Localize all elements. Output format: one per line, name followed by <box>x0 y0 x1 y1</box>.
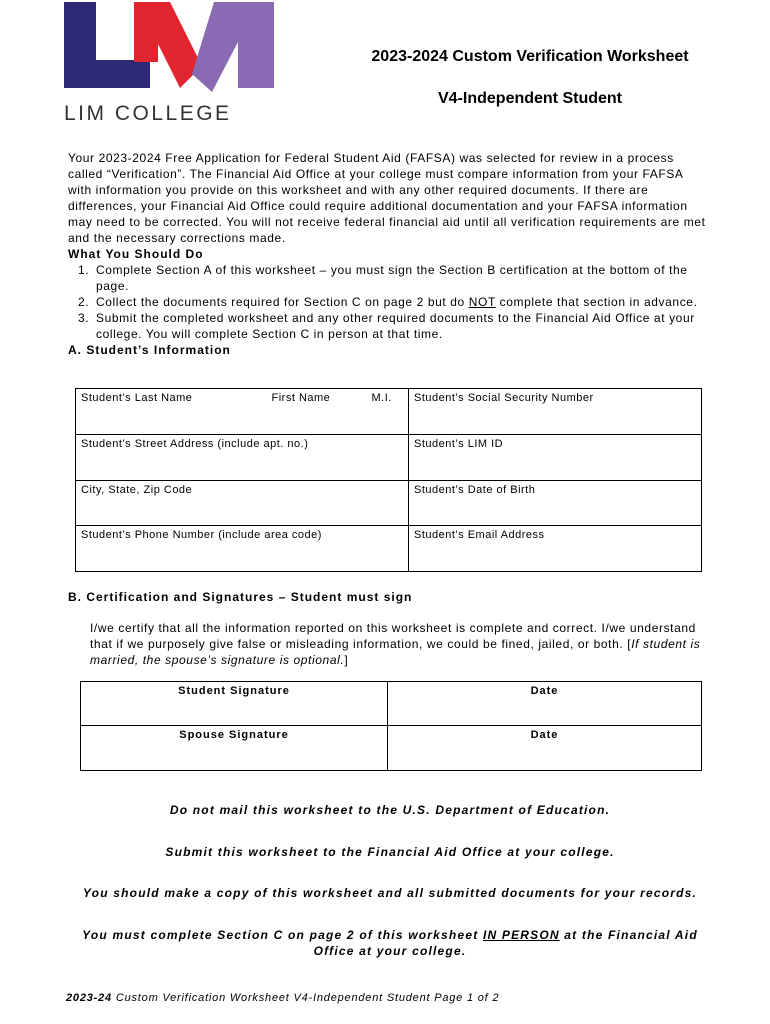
ssn-cell[interactable] <box>409 389 702 435</box>
page-footer <box>66 992 499 1004</box>
step-text: Collect the documents required for Section C on page 2 but do <box>96 295 469 309</box>
step-number: 1. <box>78 263 90 277</box>
city-cell[interactable] <box>76 481 409 526</box>
spouse-signature-field[interactable] <box>81 726 388 771</box>
dob-label: Student’s Date of Birth <box>414 484 536 496</box>
step-item <box>68 294 708 310</box>
phone-label: Student’s Phone Number (include area code) <box>81 529 322 541</box>
certification-text <box>90 620 710 668</box>
first-name-label: First Name <box>271 392 331 404</box>
lim-college-logo <box>62 2 274 122</box>
what-to-do-heading: What You Should Do <box>68 247 204 261</box>
notice-in-person <box>60 927 720 959</box>
student-signature-label: Student Signature <box>178 685 290 697</box>
cert-italic-note: If student is married, the spouse’s signature is optional. <box>90 637 701 667</box>
step-text: Complete Section A of this worksheet – you must sign the Section B certification at the bottom of the page. <box>96 263 688 293</box>
steps-list <box>68 262 708 342</box>
notice-emphasis: IN PERSON <box>482 928 560 942</box>
step-number: 3. <box>78 311 90 325</box>
date-label: Date <box>530 729 559 741</box>
section-b-heading: B. Certification and Signatures – Student must sign <box>68 590 413 604</box>
lim-id-cell[interactable] <box>409 435 702 481</box>
signature-table <box>80 681 702 771</box>
page-subtitle: V4-Independent Student <box>438 90 622 107</box>
cert-text: I/we certify that all the information reported on this worksheet is complete and correct. I/we understand that if we purposely give false or misleading information, we could be fined, jailed, or both. [ <box>90 621 696 651</box>
spouse-date-field[interactable] <box>388 726 702 771</box>
last-name-label: Student’s Last Name <box>81 392 193 404</box>
step-text: Submit the completed worksheet and any other required documents to the Financial Aid Office at your college. You will complete Section C in person at that time. <box>96 311 695 341</box>
student-signature-field[interactable] <box>81 682 388 726</box>
notice-submit: Submit this worksheet to the Financial Aid Office at your college. <box>165 845 615 859</box>
cert-end: ] <box>344 653 349 667</box>
notice-text: You must complete Section C on page 2 of this worksheet <box>82 928 483 942</box>
phone-cell[interactable] <box>76 526 409 572</box>
intro-text: Your 2023-2024 Free Application for Federal Student Aid (FAFSA) was selected for review in a process called “Verification”. The Financial Aid Office at your college must compare information from your FAFSA with information you provide on this worksheet and with any other required documents. If there are differences, your Financial Aid Office could require additional documentation and your FAFSA information may need to be corrected. You will not receive federal financial aid until all verification requirements are met and the necessary corrections made. <box>68 151 706 245</box>
student-date-field[interactable] <box>388 682 702 726</box>
notice-copy: You should make a copy of this worksheet and all submitted documents for your records. <box>82 886 698 900</box>
page-title: 2023-2024 Custom Verification Worksheet <box>371 48 689 65</box>
notice-text: at the Financial Aid Office at your college. <box>313 928 698 958</box>
logo-wordmark: LIM COLLEGE <box>64 102 232 122</box>
section-a-heading: A. Student’s Information <box>68 343 231 357</box>
dob-cell[interactable] <box>409 481 702 526</box>
street-label: Student’s Street Address (include apt. no.) <box>81 438 309 450</box>
lim-id-label: Student’s LIM ID <box>414 438 504 450</box>
step-item <box>68 262 708 294</box>
ssn-label: Student’s Social Security Number <box>414 392 594 404</box>
date-label: Date <box>530 685 559 697</box>
step-emphasis: NOT <box>468 295 496 309</box>
intro-paragraph <box>68 150 708 358</box>
mi-label: M.I. <box>371 392 392 404</box>
step-text: complete that section in advance. <box>495 295 698 309</box>
email-cell[interactable] <box>409 526 702 572</box>
city-label: City, State, Zip Code <box>81 484 193 496</box>
footer-year: 2023-24 <box>66 992 112 1004</box>
step-item <box>68 310 708 342</box>
spouse-signature-label: Spouse Signature <box>179 729 289 741</box>
email-label: Student’s Email Address <box>414 529 545 541</box>
logo-m-purple <box>192 2 274 92</box>
student-info-table <box>75 388 702 572</box>
step-number: 2. <box>78 295 90 309</box>
street-cell[interactable] <box>76 435 409 481</box>
name-cell[interactable] <box>76 389 409 435</box>
footer-text: Custom Verification Worksheet V4-Independent Student Page 1 of 2 <box>111 992 500 1004</box>
notice-do-not-mail: Do not mail this worksheet to the U.S. Department of Education. <box>169 803 611 817</box>
